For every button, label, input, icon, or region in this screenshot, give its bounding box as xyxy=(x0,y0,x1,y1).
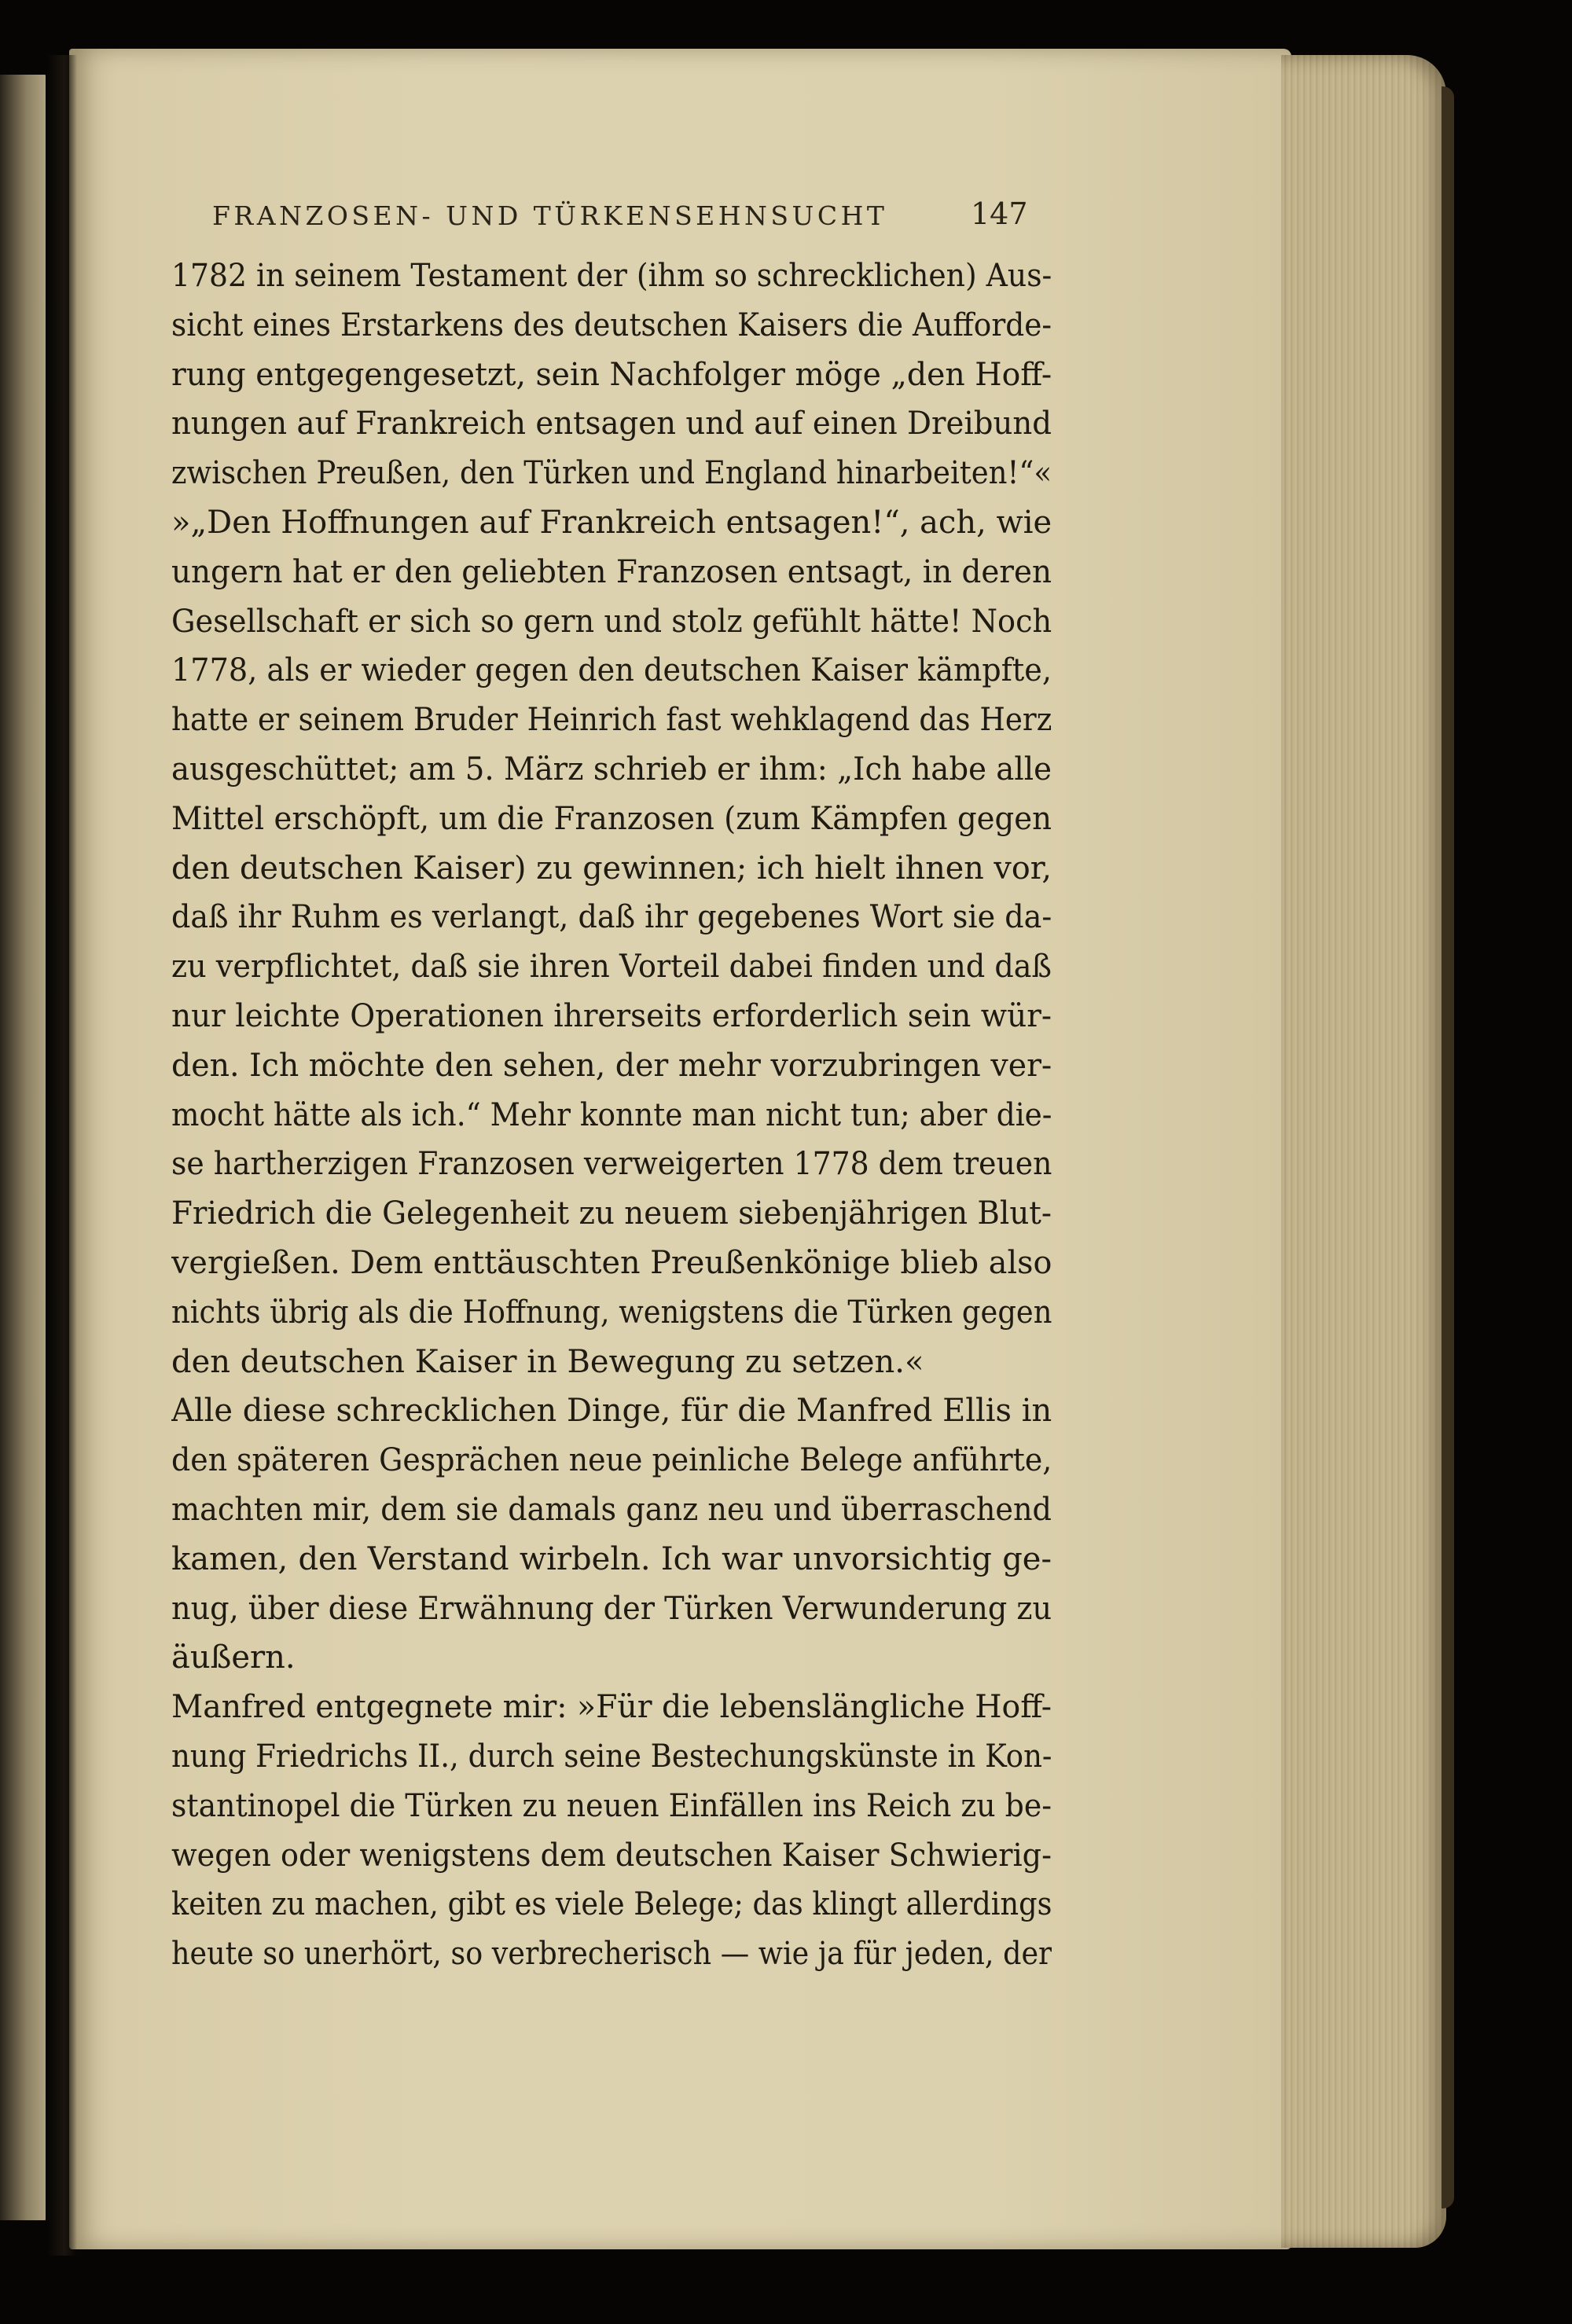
text-line: vergießen. Dem enttäuschten Preußenkönige blieb also xyxy=(171,1244,1052,1281)
text-line: den. Ich möchte den sehen, der mehr vorzubringen ver- xyxy=(171,1047,1052,1084)
text-line: mocht hätte als ich.“ Mehr konnte man nicht tun; aber die- xyxy=(171,1096,1052,1133)
text-line: »„Den Hoffnungen auf Frankreich entsagen!“, ach, wie xyxy=(171,504,1052,541)
text-line: machten mir, dem sie damals ganz neu und überraschend xyxy=(171,1491,1052,1528)
gutter-shadow xyxy=(46,55,77,2256)
text-line: sicht eines Erstarkens des deutschen Kaisers die Aufforde- xyxy=(171,307,1052,343)
text-line: daß ihr Ruhm es verlangt, daß ihr gegebenes Wort sie da- xyxy=(171,899,1052,936)
text-line: 1782 in seinem Testament der (ihm so schrecklichen) Aus- xyxy=(171,258,1052,294)
running-head: FRANZOSEN- UND TÜRKENSEHNSUCHT xyxy=(212,200,888,231)
text-line: den deutschen Kaiser in Bewegung zu setzen.« xyxy=(171,1343,924,1380)
text-line: zwischen Preußen, den Türken und England hinarbeiten!“« xyxy=(171,455,1052,492)
text-line: äußern. xyxy=(171,1639,296,1676)
text-line: den deutschen Kaiser) zu gewinnen; ich hielt ihnen vor, xyxy=(171,850,1052,887)
text-line: kamen, den Verstand wirbeln. Ich war unvorsichtig ge- xyxy=(171,1540,1052,1577)
text-line: nung Friedrichs II., durch seine Bestechungskünste in Kon- xyxy=(171,1738,1052,1775)
text-line: nug, über diese Erwähnung der Türken Verwunderung zu xyxy=(171,1590,1052,1627)
text-line: ungern hat er den geliebten Franzosen entsagt, in deren xyxy=(171,553,1052,590)
text-line: stantinopel die Türken zu neuen Einfällen ins Reich zu be- xyxy=(171,1787,1052,1824)
text-line: 1778, als er wieder gegen den deutschen Kaiser kämpfte, xyxy=(171,652,1052,689)
text-line: nur leichte Operationen ihrerseits erforderlich sein wür- xyxy=(171,997,1052,1034)
text-line: heute so unerhört, so verbrecherisch — wie ja für jeden, der xyxy=(171,1936,1052,1973)
text-line: zu verpflichtet, daß sie ihren Vorteil dabei finden und daß xyxy=(171,949,1052,986)
page-number: 147 xyxy=(971,196,1028,231)
text-line: ausgeschüttet; am 5. März schrieb er ihm: „Ich habe alle xyxy=(171,751,1052,788)
text-line: hatte er seinem Bruder Heinrich fast wehklagend das Herz xyxy=(171,702,1052,739)
text-line: Gesellschaft er sich so gern und stolz gefühlt hätte! Noch xyxy=(171,603,1052,640)
text-line: nungen auf Frankreich entsagen und auf einen Dreibund xyxy=(171,406,1052,442)
text-line: se hartherzigen Franzosen verweigerten 1778 dem treuen xyxy=(171,1146,1052,1183)
text-line: keiten zu machen, gibt es viele Belege; das klingt allerdings xyxy=(171,1886,1052,1923)
body-text xyxy=(171,251,1052,1979)
text-line: rung entgegengesetzt, sein Nachfolger möge „den Hoff- xyxy=(171,356,1052,393)
text-line: Manfred entgegnete mir: »Für die lebenslängliche Hoff- xyxy=(171,1689,1052,1726)
text-line: Friedrich die Gelegenheit zu neuem siebenjährigen Blut- xyxy=(171,1195,1052,1232)
text-line: wegen oder wenigstens dem deutschen Kaiser Schwierig- xyxy=(171,1837,1052,1874)
page-block-edge xyxy=(1281,55,1446,2248)
text-line: nichts übrig als die Hoffnung, wenigstens die Türken gegen xyxy=(171,1294,1052,1331)
text-line: Alle diese schrecklichen Dinge, für die Manfred Ellis in xyxy=(171,1393,1052,1430)
facing-page-edge xyxy=(0,75,49,2220)
text-line: Mittel erschöpft, um die Franzosen (zum Kämpfen gegen xyxy=(171,800,1052,837)
text-line: den späteren Gesprächen neue peinliche Belege anführte, xyxy=(171,1442,1052,1479)
